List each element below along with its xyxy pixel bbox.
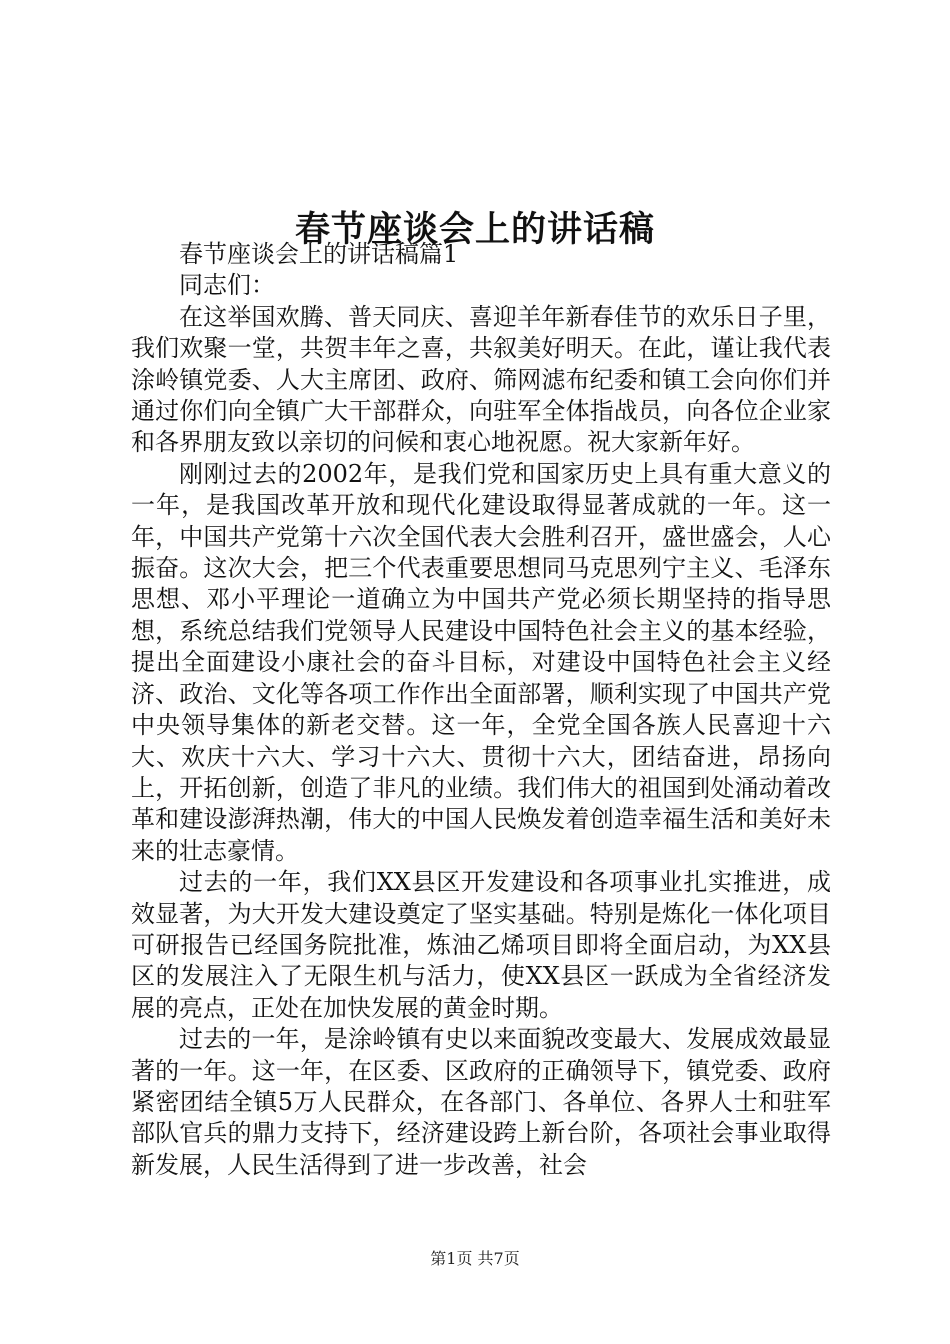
paragraph: 刚刚过去的2002年，是我们党和国家历史上具有重大意义的一年，是我国改革开放和现代化建设取得显著成就的一年。这一年，中国共产党第十六次全国代表大会胜利召开，盛世盛会，人心振奋。这次大会，把三个代表重要思想同马克思列宁主义、毛泽东思想、邓小平理论一道确立为中国共产党必须长期坚持的指导思想，系统总结我们党领导人民建设中国特色社会主义的基本经验，提出全面建设小康社会的奋斗目标，对建设中国特色社会主义经济、政治、文化等各项工作作出全面部署，顺利实现了中国共产党中央领导集体的新老交替。这一年，全党全国各族人民喜迎十六大、欢庆十六大、学习十六大、贯彻十六大，团结奋进，昂扬向上，开拓创新，创造了非凡的业绩。我们伟大的祖国到处涌动着改革和建设澎湃热潮，伟大的中国人民焕发着创造幸福生活和美好未来的壮志豪情。 (131, 459, 831, 865)
paragraph: 在这举国欢腾、普天同庆、喜迎羊年新春佳节的欢乐日子里，我们欢聚一堂，共贺丰年之喜，共叙美好明天。在此，谨让我代表涂岭镇党委、人大主席团、政府、筛网滤布纪委和镇工会向你们并通过你们向全镇广大干部群众，向驻军全体指战员，向各位企业家和各界朋友致以亲切的问候和衷心地祝愿。祝大家新年好。 (131, 302, 831, 457)
paragraph: 过去的一年，是涂岭镇有史以来面貌改变最大、发展成效最显著的一年。这一年，在区委、区政府的正确领导下，镇党委、政府紧密团结全镇5万人民群众，在各部门、各单位、各界人士和驻军部队官兵的鼎力支持下，经济建设跨上新台阶，各项社会事业取得新发展，人民生活得到了进一步改善，社会 (131, 1025, 831, 1179)
document-body (131, 239, 831, 1181)
salutation: 同志们： (179, 271, 275, 300)
document-subtitle: 春节座谈会上的讲话稿篇1 (179, 240, 459, 268)
page-footer: 第1页 共7页 (430, 1249, 520, 1268)
document-title: 春节座谈会上的讲话稿 (294, 209, 655, 251)
paragraph: 过去的一年，我们XX县区开发建设和各项事业扎实推进，成效显著，为大开发大建设奠定了坚实基础。特别是炼化一体化项目可研报告已经国务院批准，炼油乙烯项目即将全面启动，为XX县区的发展注入了无限生机与活力，使XX县区一跃成为全省经济发展的亮点，正处在加快发展的黄金时期。 (131, 868, 831, 1022)
